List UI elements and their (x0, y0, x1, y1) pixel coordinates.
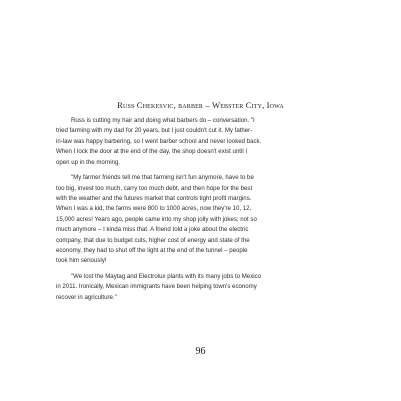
heading-rest: , barber – Webster City, Iowa (173, 100, 284, 110)
text-line: When I was a kid, the farms were 800 to 1000 acres, now they're 10, 12, (56, 205, 252, 213)
text-line: When I lock the door at the end of the day, the shop doesn't exist until I (56, 148, 248, 156)
text-line: economy, they had to shut off the light at the end of the tunnel – people (56, 247, 248, 255)
text-line: recover in agriculture." (56, 293, 117, 301)
text-line: tried farming with my dad for 20 years, but I just couldn't cut it. My father- (56, 127, 253, 135)
paragraph (56, 173, 346, 267)
text-line: too big, invest too much, carry too much debt, and then hope for the best (56, 184, 253, 192)
text-line: much anymore – I kinda miss that. A friend told a joke about the electric (56, 226, 249, 234)
heading-name: Russ Chekesvic (117, 100, 174, 110)
text-line: open up in the morning. (56, 158, 121, 166)
text-line: with the weather and the futures market that controls tight profit margins. (56, 195, 252, 203)
page-number: 96 (195, 346, 206, 357)
paragraph (56, 272, 346, 303)
text-line: in-law was happy barbering, so I went barber school and never looked back. (56, 137, 262, 145)
text-line: company, that due to budget cuts, higher cost of energy and state of the (56, 236, 250, 244)
text-line: in 2011. Ironically, Mexican immigrants have been helping town's economy (56, 283, 257, 291)
text-line: "My farmer friends tell me that farming isn't fun anymore, have to be (71, 174, 254, 182)
section-heading (0, 100, 401, 110)
text-line: "We lost the Maytag and Electrolux plants with its many jobs to Mexico (71, 273, 262, 281)
text-line: 15,000 acres! Years ago, people came into my shop jolly with jokes; not so (56, 215, 257, 223)
text-line: took him seriously! (56, 257, 107, 265)
paragraph (56, 116, 346, 168)
text-line: Russ is cutting my hair and doing what barbers do – conversation. "I (71, 117, 255, 124)
body-text (56, 116, 346, 308)
